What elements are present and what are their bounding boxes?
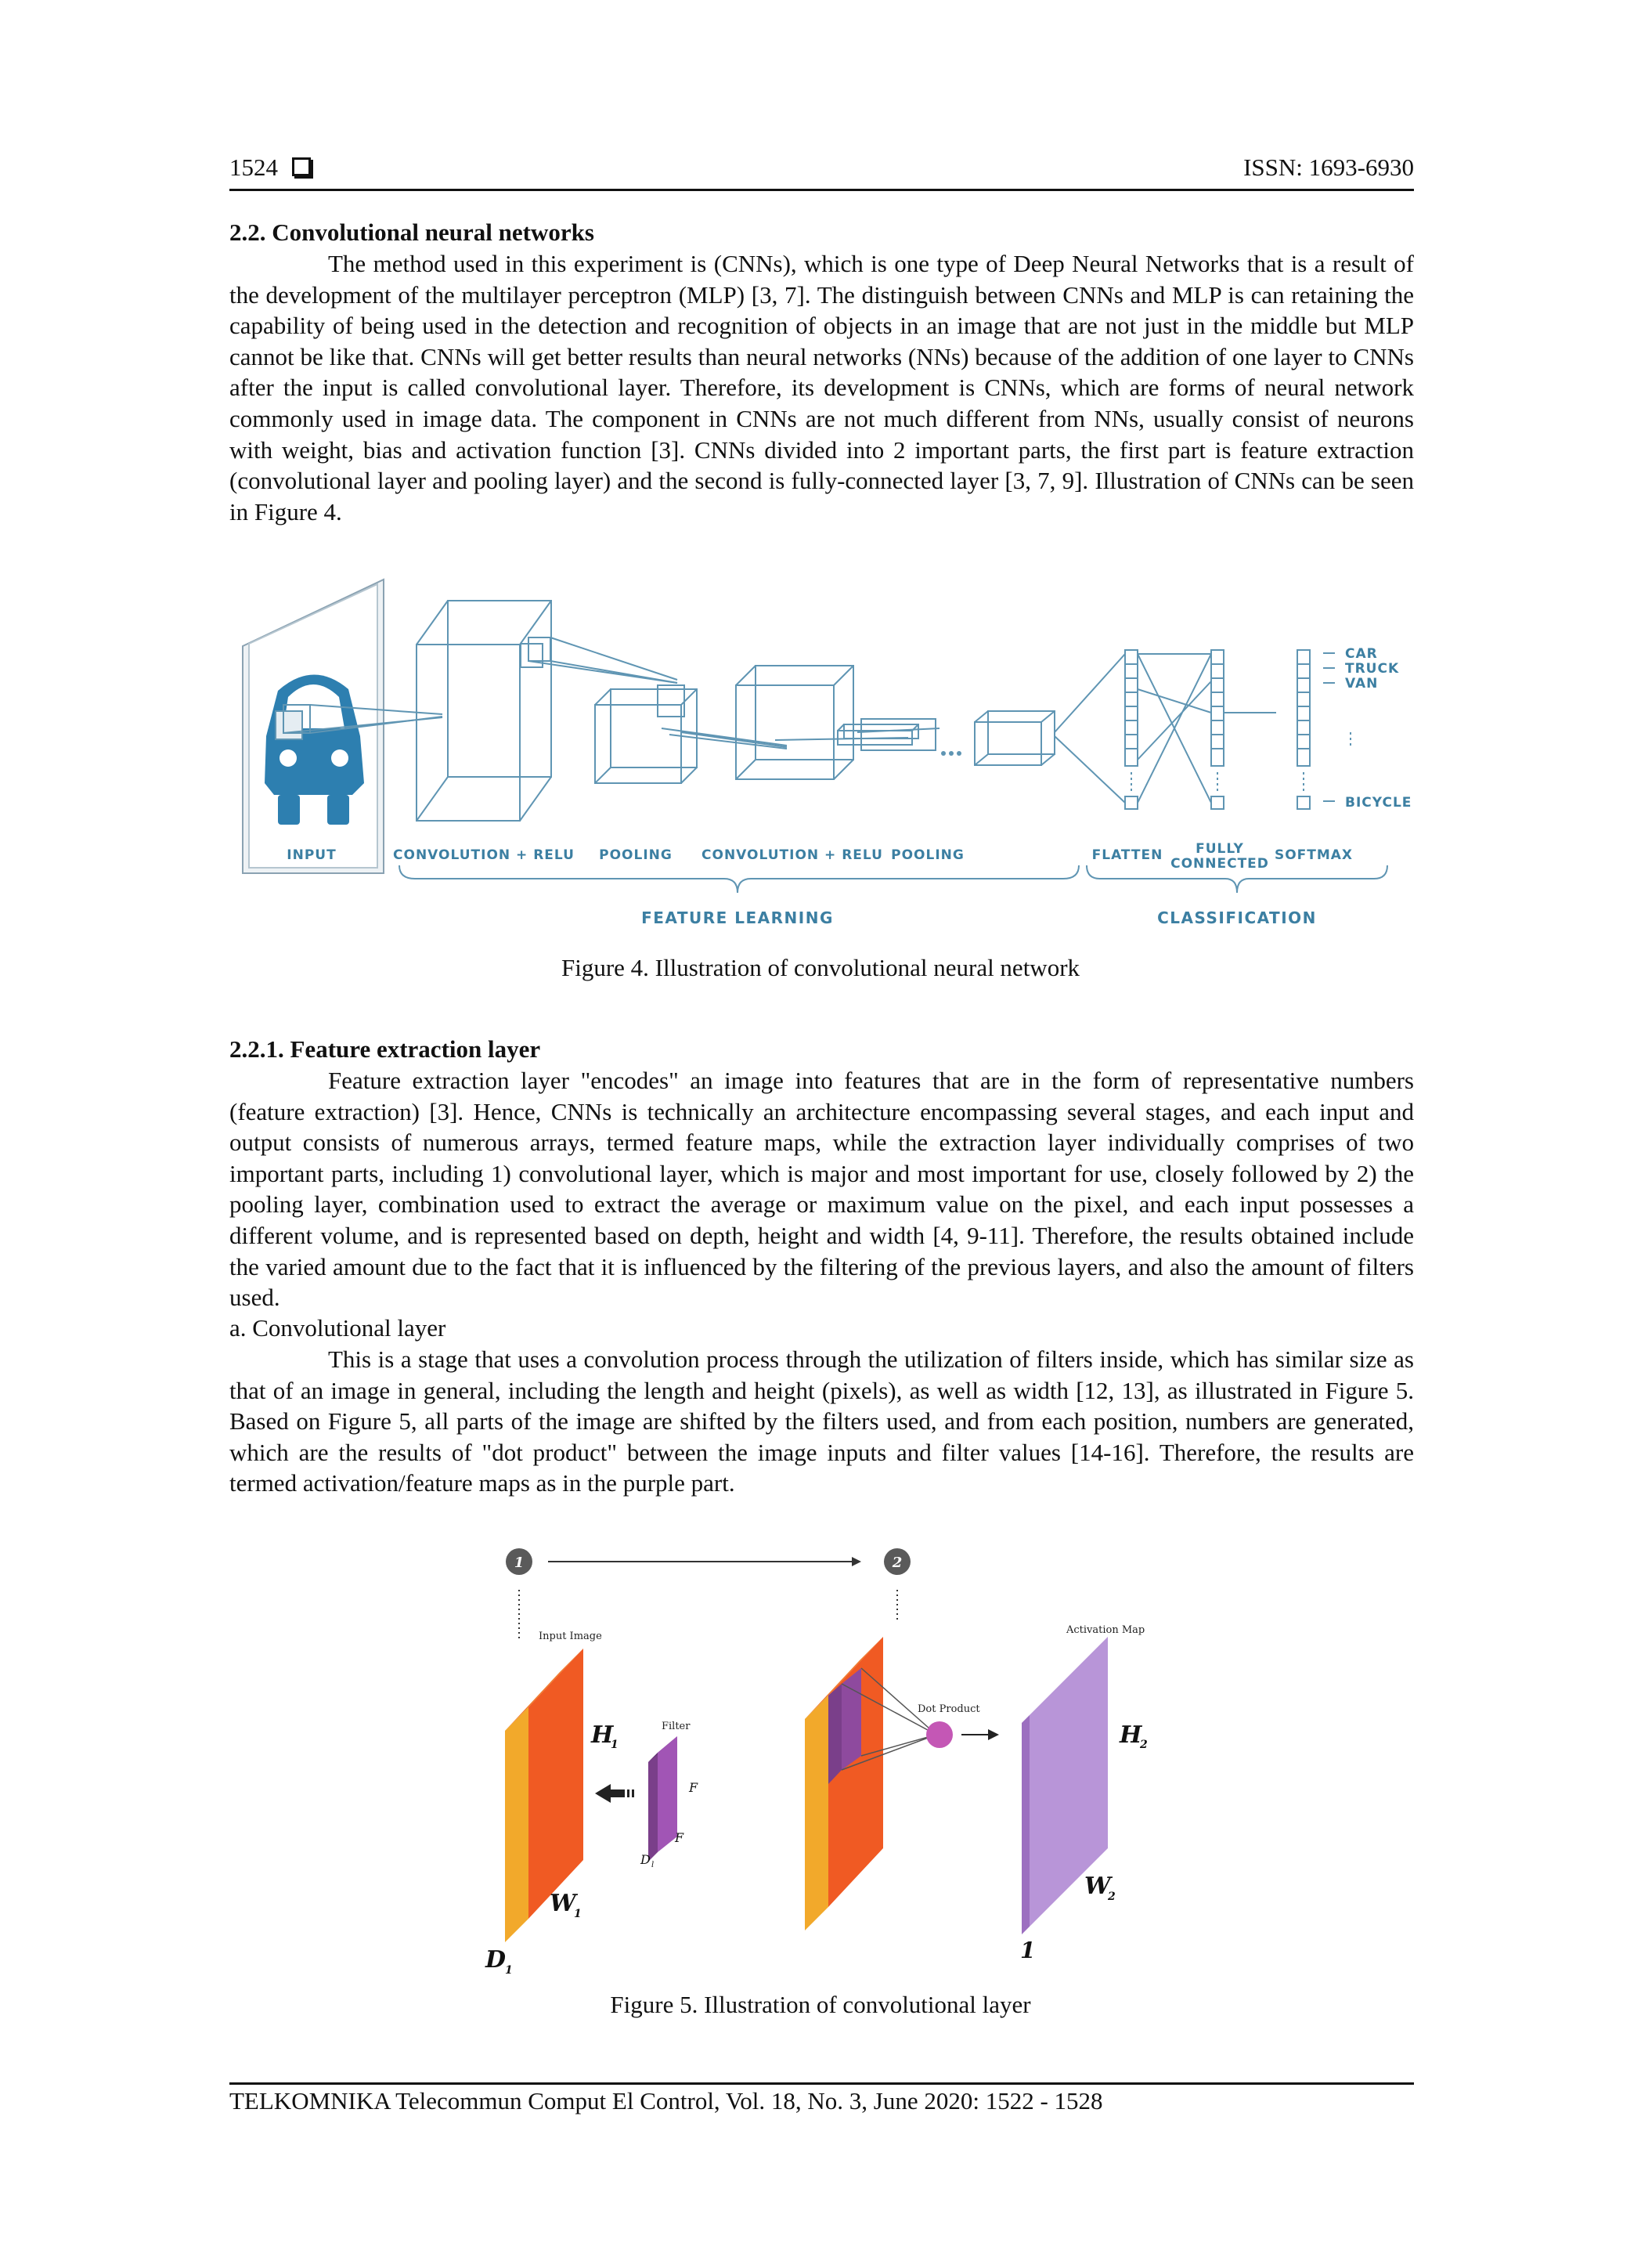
paragraph-feature-extraction: Feature extraction layer "encodes" an image into features that are in the form of representative numbers (feature extraction) [3]. Hence, CNNs is technically an architecture encompassing several stages, and each input and output consists of numerous arrays, termed feature maps, while the extraction layer individually comprises of two important parts, including 1) convolutional layer, which is major and most important for use, closely followed by 2) the pooling layer, combination used to extract the average or maximum value on the pixel, and each input possesses a different volume, and is represented based on depth, height and width [4, 9-11]. Therefore, the results obtained include the varied amount due to the fact that it is influenced by the filtering of the previous layers, and also the amount of filters used. bbox=[229, 1067, 1414, 1312]
d1-label: D bbox=[485, 1946, 507, 1974]
filter-height-label: F bbox=[689, 1780, 698, 1795]
figure-4-cnn-diagram bbox=[235, 572, 1412, 936]
w1-sub: 1 bbox=[574, 1908, 582, 1920]
section-heading-2-2-1: 2.2.1. Feature extraction layer bbox=[229, 1035, 541, 1063]
step-1-label: 1 bbox=[514, 1555, 525, 1571]
label-softmax: SOFTMAX bbox=[1274, 847, 1354, 863]
input-image-label: Input Image bbox=[539, 1631, 602, 1642]
page-number: 1524 bbox=[229, 153, 311, 182]
label-feature-learning: FEATURE LEARNING bbox=[641, 908, 834, 927]
activation-map-label: Activation Map bbox=[1066, 1624, 1145, 1636]
label-flatten: FLATTEN bbox=[1091, 847, 1163, 863]
h1-sub: 1 bbox=[611, 1739, 619, 1751]
h2-sub: 2 bbox=[1140, 1739, 1148, 1751]
label-pool2: POOLING bbox=[891, 847, 965, 863]
paragraph-cnn-intro: The method used in this experiment is (CNNs), which is one type of Deep Neural Networks that is a result of the development of the multilayer perceptron (MLP) [3, 7]. The distinguish between CNNs and MLP is can retaining the capability of being used in the detection and recognition of objects in an image that are not just in the middle but MLP cannot be like that. CNNs will get better results than neural networks (NNs) because of the addition of one layer to CNNs after the input is called convolutional layer. Therefore, its development is CNNs, which are forms of neural network commonly used in image data. The component in CNNs are not much different from NNs, usually consist of neurons with weight, bias and activation function [3]. CNNs divided into 2 important parts, the first part is feature extraction (convolutional layer and pooling layer) and the second is fully-connected layer [3, 7, 9]. Illustration of CNNs can be seen in Figure 4. bbox=[229, 250, 1414, 525]
paragraph-convolutional-layer: This is a stage that uses a convolution process through the utilization of filters inside, which has similar size as that of an image in general, including the length and height (pixels), as well as width [12, 13], as illustrated in Figure 5. Based on Figure 5, all parts of the image are shifted by the filters used, and from each position, numbers are generated, which are the results of "dot product" between the image inputs and filter values [14-16]. Therefore, the results are termed activation/feature maps as in the purple part. bbox=[229, 1345, 1414, 1497]
issn: ISSN: 1693-6930 bbox=[1243, 153, 1414, 181]
dot-product-label: Dot Product bbox=[918, 1703, 980, 1715]
filter-depth-label: D bbox=[640, 1852, 651, 1867]
filter-label: Filter bbox=[662, 1721, 691, 1732]
class-label-car: CAR bbox=[1345, 646, 1378, 662]
activation-depth-label: 1 bbox=[1020, 1938, 1036, 1963]
header-rule bbox=[229, 189, 1414, 191]
footer-rule bbox=[229, 2082, 1414, 2085]
footer-citation: TELKOMNIKA Telecommun Comput El Control, Vol. 18, No. 3, June 2020: 1522 - 1528 bbox=[229, 2087, 1103, 2115]
figure-4-caption: Figure 4. Illustration of convolutional neural network bbox=[561, 954, 1080, 981]
label-input: INPUT bbox=[287, 847, 337, 863]
section-heading-2-2: 2.2. Convolutional neural networks bbox=[229, 218, 594, 246]
h1-label: H bbox=[591, 1721, 614, 1749]
label-conv1: CONVOLUTION + RELU bbox=[393, 847, 575, 863]
step-2-label: 2 bbox=[892, 1555, 903, 1571]
label-fully: FULLY bbox=[1196, 841, 1244, 857]
w2-sub: 2 bbox=[1108, 1891, 1116, 1903]
label-connected: CONNECTED bbox=[1170, 856, 1269, 872]
label-pool1: POOLING bbox=[599, 847, 673, 863]
filter-depth-sub: l bbox=[651, 1861, 655, 1869]
d1-sub: 1 bbox=[505, 1964, 513, 1977]
label-classification: CLASSIFICATION bbox=[1157, 908, 1317, 927]
class-label-bicycle: BICYCLE bbox=[1345, 795, 1412, 811]
label-conv2: CONVOLUTION + RELU bbox=[701, 847, 883, 863]
w2-label: W bbox=[1084, 1873, 1111, 1900]
square-icon bbox=[292, 157, 311, 176]
figure-5-caption: Figure 5. Illustration of convolutional layer bbox=[610, 1991, 1031, 2018]
h2-label: H bbox=[1120, 1721, 1142, 1749]
w1-label: W bbox=[550, 1890, 576, 1917]
class-label-van: VAN bbox=[1345, 676, 1379, 692]
figure-5-conv-layer-diagram bbox=[470, 1535, 1174, 1985]
filter-width-label: F bbox=[675, 1830, 684, 1845]
subheading-convolutional-layer: a. Convolutional layer bbox=[229, 1314, 446, 1342]
class-label-truck: TRUCK bbox=[1345, 661, 1400, 677]
